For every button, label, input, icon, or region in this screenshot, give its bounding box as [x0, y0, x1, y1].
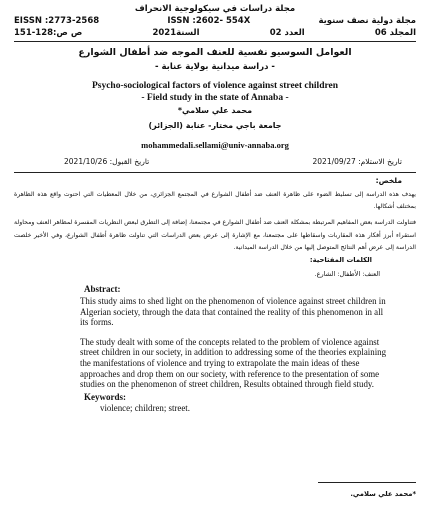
article-dates: [14, 157, 416, 166]
received-date: تاريخ الاستلام: 2021/09/27: [312, 157, 402, 166]
journal-issue-row: [14, 28, 416, 38]
journal-pages: ص ص:128-151: [14, 28, 83, 38]
author-email[interactable]: mohammedali.sellami@univ-annaba.org: [141, 140, 289, 150]
footnote-author: *محمد علي سلامي.: [350, 490, 416, 498]
header-divider: [14, 41, 416, 42]
keywords-ar-heading: الكلمات المفتاحية:: [309, 256, 372, 265]
abstract-ar-paragraph-1: يهدف هذه الدراسة إلى تسليط الضوء على ظاهرة العنف ضد أطفال الشوارع في المجتمع الجزائري، من خلال المعطيات التي احتوت واقع هذه الظاهرة بمختلف أشكالها.: [14, 191, 416, 211]
author-affiliation: جامعة باجي مختار- عنابة (الجزائر): [148, 121, 282, 130]
dates-divider: [14, 172, 416, 173]
footnote-divider: [318, 482, 416, 483]
article-subtitle-ar: - دراسة ميدانية بولاية عنابة -: [155, 62, 275, 72]
journal-issue: العدد 02: [269, 28, 305, 38]
journal-eissn: EISSN :2773-2568: [14, 16, 100, 26]
keywords-en: violence; children; street.: [100, 402, 190, 413]
keywords-en-heading: Keywords:: [84, 391, 126, 402]
accepted-date: تاريخ القبول: 2021/10/26: [64, 157, 150, 166]
article-title-en: [14, 80, 416, 104]
journal-issn-row: [14, 16, 416, 26]
journal-year: السنة2021: [152, 28, 200, 38]
keywords-ar: العنف: الأطفال: الشارع.: [314, 270, 380, 279]
abstract-en-paragraph-2: The study dealt with some of the concepts related to the problem of violence against street children in our society, in addition to addressing some of the theories explaining the manifestations of violence and trying to extrapolate the main ideas of these approaches and drop them on our society, with reference to the presentation of some studies on the phenomenon of street children, Results obtained through field study.: [80, 336, 387, 390]
journal-subtitle: مجلة دولية نصف سنوية: [318, 16, 416, 26]
journal-issn: ISSN :2602- 554X: [167, 16, 251, 26]
author-name: محمد علي سلامي*: [177, 106, 253, 115]
abstract-ar-heading: ملخص:: [375, 176, 402, 185]
article-title-ar: العوامل السوسيو نفسية للعنف الموجه ضد أطفال الشوارع: [78, 47, 352, 58]
journal-title: مجلة دراسات في سيكولوجية الانحراف: [134, 4, 296, 14]
article-title-en-line2: - Field study in the state of Annaba -: [141, 93, 289, 103]
abstract-en-paragraph-1: This study aims to shed light on the phenomenon of violence against street children in Algerian society, through the data that contained the reality of this phenomenon in all its forms.: [80, 296, 386, 328]
abstract-ar-paragraph-2: فتناولت الدراسة بعض المفاهيم المرتبطة بمشكلة العنف ضد أطفال الشوارع في مجتمعنا، إضافة إلى التطرق لبعض النظريات المفسرة لمظاهر العنف ومحاولة استقراء أبرز أفكار هذه المقاربات واسقاطها على مجتمعنا، مع الإشارة إلى عرض بعض الدراسات التي تناولت ظاهرة أطفال الشوارع، وفي الأخير خلصت الدراسة إلى عرض أهم النتائج المتوصل إليها من خلال الدراسة الميدانية.: [14, 219, 416, 251]
journal-volume: المجلد 06: [374, 28, 416, 38]
abstract-en-heading: Abstract:: [84, 284, 121, 295]
article-title-en-line1: Psycho-sociological factors of violence against street children: [91, 81, 339, 91]
